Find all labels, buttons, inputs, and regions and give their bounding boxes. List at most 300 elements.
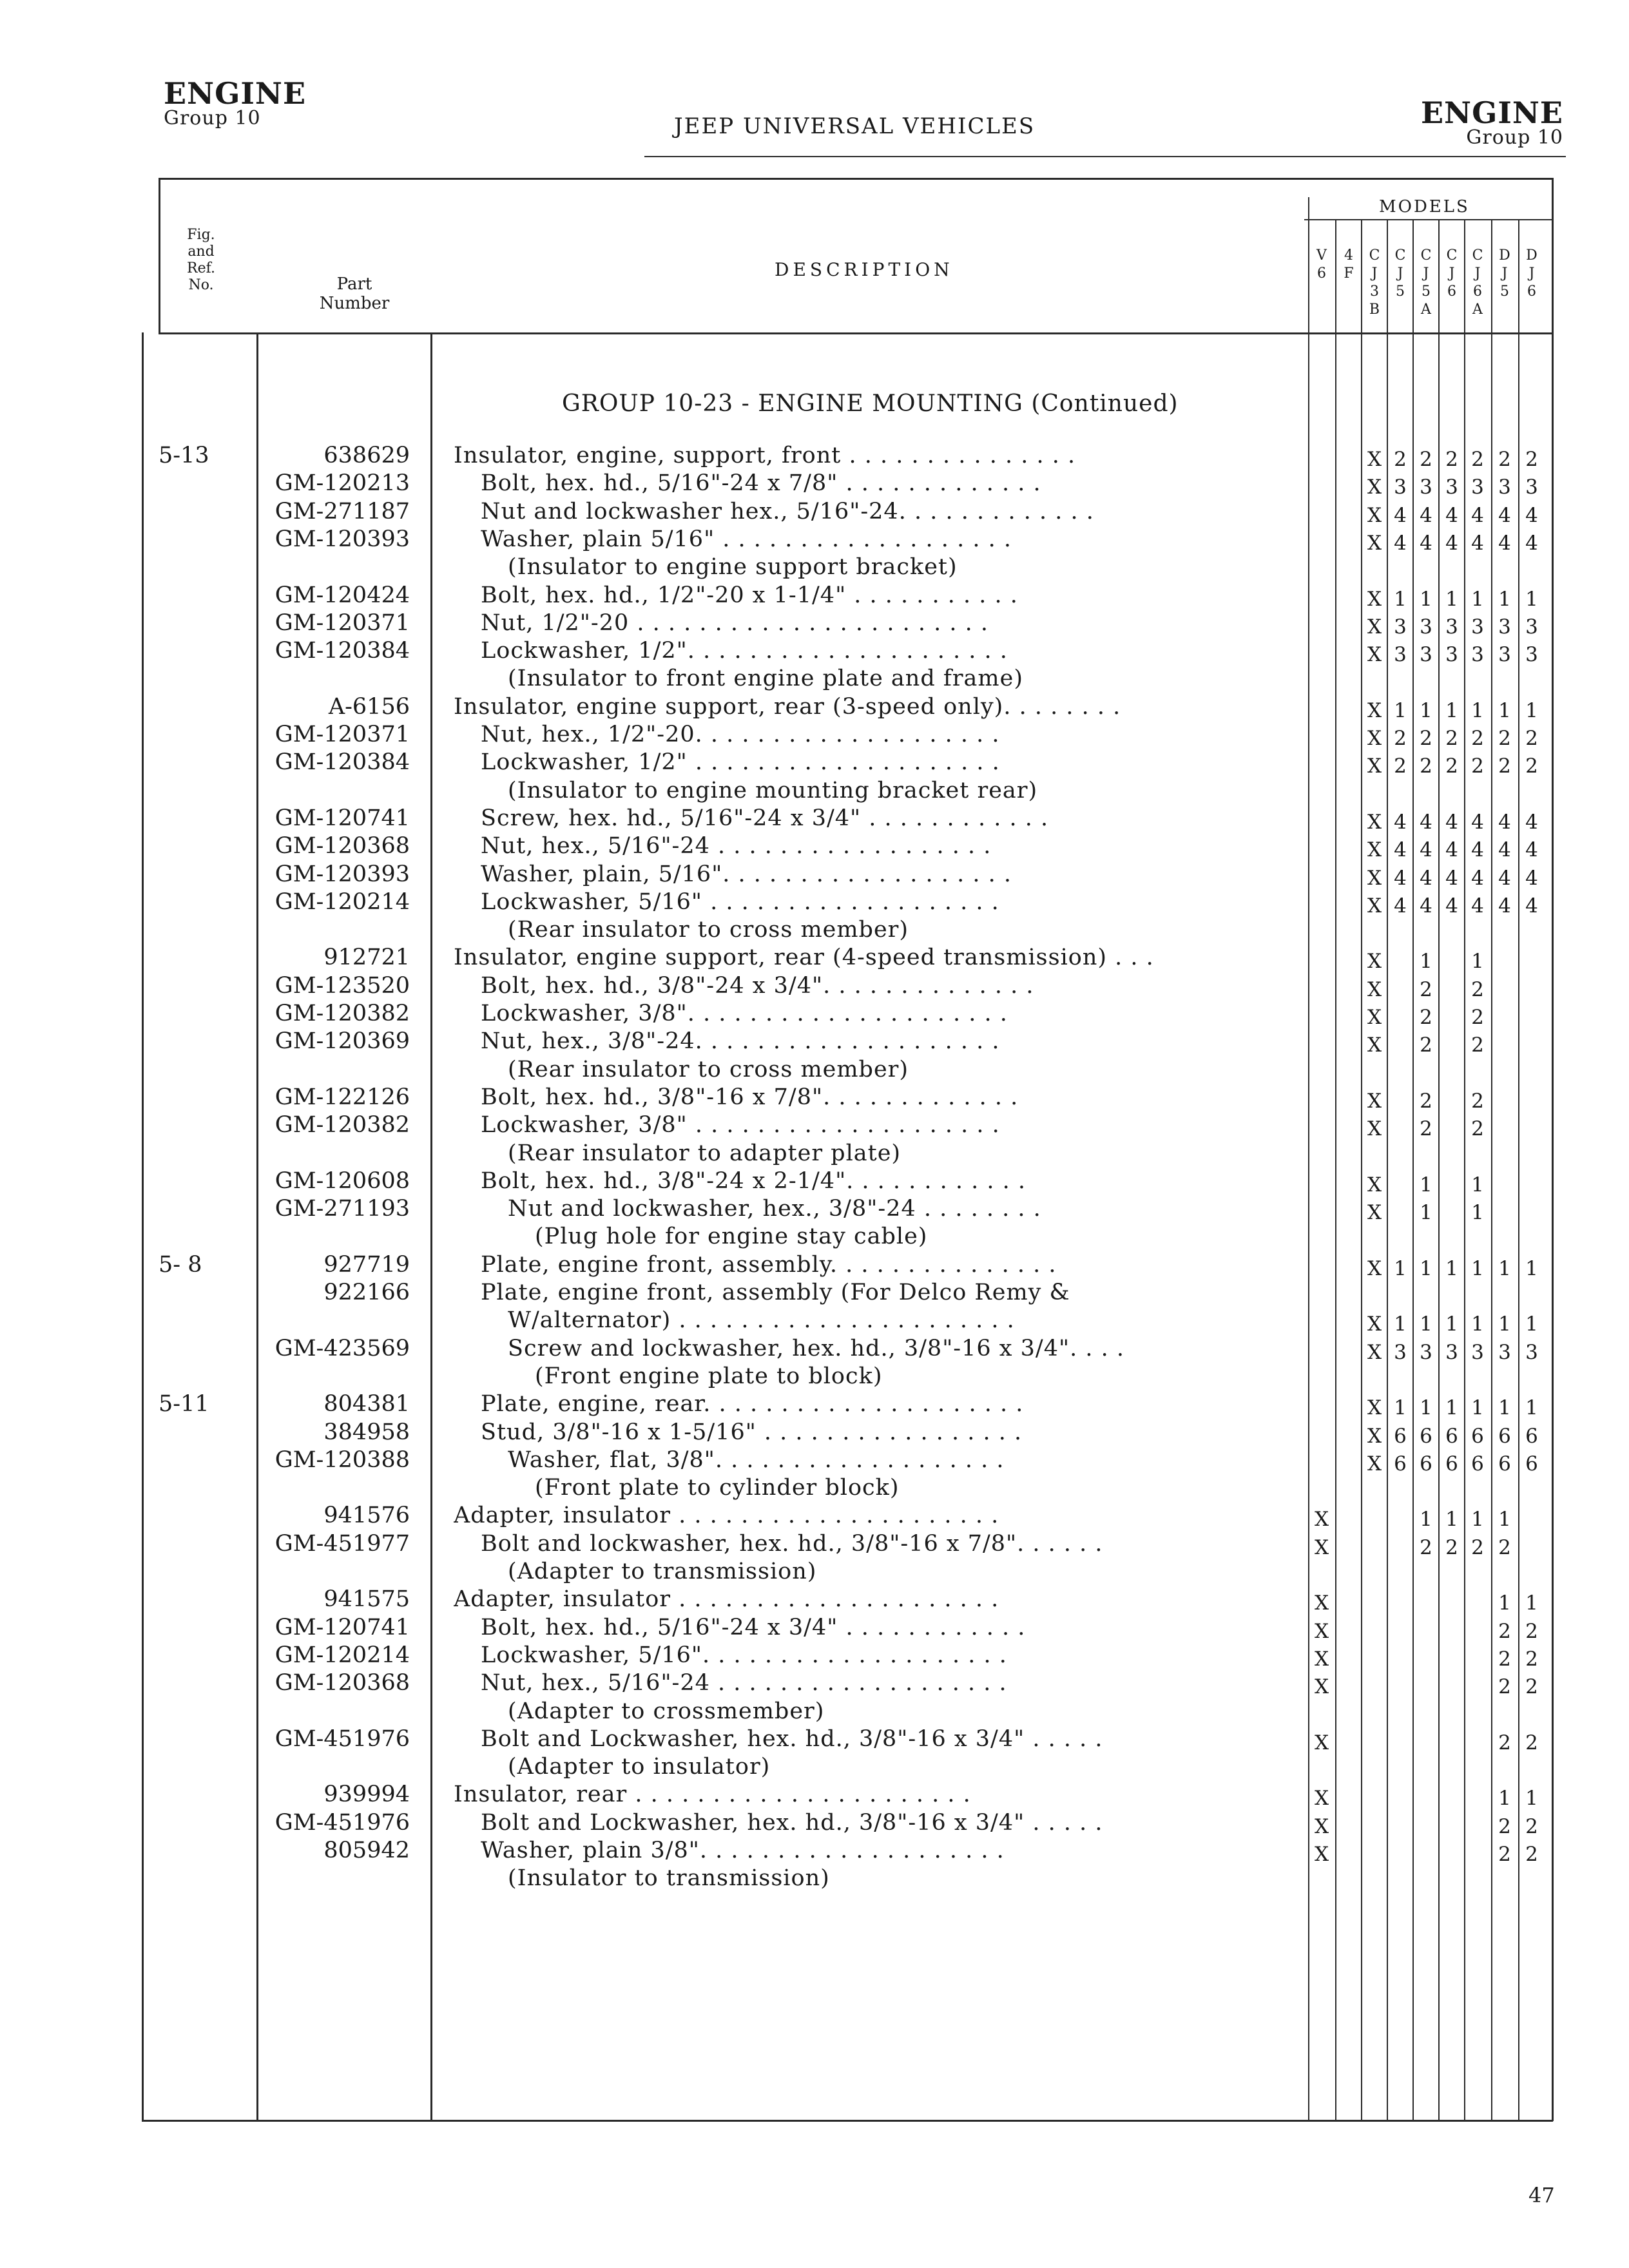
model-quantity: 4: [1420, 531, 1432, 555]
model-quantity: 3: [1498, 643, 1511, 667]
part-description: Stud, 3/8"-16 x 1-5/16" . . . . . . . . . . . . . . . . .: [481, 1419, 1023, 1445]
table-row: [0, 889, 1629, 916]
table-row: [0, 1753, 1629, 1781]
table-row: [0, 1140, 1629, 1168]
model-quantity: 4: [1445, 838, 1458, 862]
model-quantity: 2: [1420, 754, 1432, 778]
description-heading: DESCRIPTION: [775, 259, 954, 280]
model-heading-char: J: [1474, 265, 1481, 282]
model-quantity: 6: [1498, 1424, 1511, 1448]
model-quantity: X: [1367, 1173, 1382, 1196]
model-quantity: 4: [1525, 838, 1538, 862]
model-quantity: 1: [1420, 1396, 1432, 1420]
model-quantity: 6: [1445, 1452, 1458, 1475]
model-quantity: X: [1314, 1675, 1329, 1699]
model-quantity: 3: [1445, 476, 1458, 499]
model-quantity: 2: [1445, 1535, 1458, 1559]
part-number: GM-122126: [275, 1084, 410, 1110]
part-number: A-6156: [328, 693, 410, 720]
model-quantity: X: [1367, 698, 1382, 722]
model-quantity: 2: [1525, 448, 1538, 471]
part-number: 941576: [323, 1503, 410, 1529]
model-quantity: 4: [1525, 866, 1538, 890]
model-quantity: X: [1367, 503, 1382, 527]
table-header-bottom-border: [159, 332, 1553, 334]
model-quantity: X: [1367, 1424, 1382, 1448]
model-quantity: 1: [1525, 1312, 1538, 1336]
model-quantity: X: [1367, 950, 1382, 974]
part-number: 804381: [323, 1391, 410, 1418]
model-heading-char: J: [1528, 265, 1535, 282]
table-row: [0, 526, 1629, 553]
model-quantity: 4: [1445, 810, 1458, 834]
model-quantity: 2: [1471, 1117, 1484, 1141]
part-description: (Adapter to transmission): [508, 1559, 817, 1584]
table-row: [0, 1837, 1629, 1865]
model-heading-char: C: [1446, 247, 1458, 264]
model-quantity: 1: [1498, 1256, 1511, 1280]
model-quantity: 4: [1471, 838, 1484, 862]
model-heading-char: 5: [1422, 284, 1431, 300]
table-row: [0, 1865, 1629, 1892]
model-quantity: X: [1367, 727, 1382, 750]
part-number: GM-120382: [275, 1001, 410, 1026]
model-quantity: 2: [1525, 1843, 1538, 1866]
model-quantity: 1: [1471, 1508, 1484, 1532]
model-quantity: 1: [1420, 1312, 1432, 1336]
model-quantity: 1: [1420, 1256, 1432, 1280]
model-quantity: 2: [1394, 448, 1407, 471]
model-quantity: 4: [1498, 810, 1511, 834]
model-quantity: 4: [1420, 838, 1432, 862]
part-description: Nut, hex., 5/16"-24 . . . . . . . . . . . . . . . . . .: [481, 833, 992, 860]
part-description: Insulator, rear . . . . . . . . . . . . . . . . . . . . . .: [454, 1782, 971, 1808]
model-quantity: 4: [1445, 866, 1458, 890]
model-heading-char: J: [1449, 265, 1455, 282]
model-quantity: 2: [1471, 977, 1484, 1001]
part-description: Insulator, engine, support, front . . . . . . . . . . . . . . .: [454, 443, 1076, 468]
model-quantity: 4: [1498, 894, 1511, 918]
header-rule: [644, 156, 1566, 157]
model-quantity: 2: [1525, 1731, 1538, 1754]
part-description: Bolt and lockwasher, hex. hd., 3/8"-16 x 7/8". . . . . .: [481, 1530, 1103, 1557]
model-heading-char: F: [1344, 265, 1354, 282]
part-description: W/alternator) . . . . . . . . . . . . . . . . . . . . . .: [508, 1307, 1015, 1334]
fig-ref-number: 5- 8: [159, 1251, 202, 1278]
model-heading-char: C: [1472, 247, 1483, 264]
part-description: Nut and lockwasher hex., 5/16"-24. . . . . . . . . . . . .: [481, 498, 1094, 524]
model-heading-char: J: [1397, 265, 1403, 282]
model-quantity: 6: [1394, 1452, 1407, 1475]
model-quantity: 3: [1525, 476, 1538, 499]
model-quantity: 1: [1471, 698, 1484, 722]
model-quantity: 3: [1525, 643, 1538, 667]
table-row: [0, 610, 1629, 637]
table-row: [0, 1279, 1629, 1307]
model-quantity: 2: [1471, 448, 1484, 471]
model-quantity: X: [1367, 1396, 1382, 1420]
table-row: [0, 777, 1629, 805]
part-description: Insulator, engine support, rear (3-speed only). . . . . . . .: [454, 693, 1121, 720]
model-quantity: X: [1367, 1256, 1382, 1280]
model-quantity: 2: [1525, 727, 1538, 750]
model-quantity: 4: [1471, 810, 1484, 834]
table-row: [0, 1530, 1629, 1558]
model-quantity: X: [1367, 1452, 1382, 1475]
table-row: [0, 442, 1629, 470]
model-quantity: 3: [1394, 476, 1407, 499]
table-row: [0, 1028, 1629, 1055]
model-quantity: 3: [1394, 1340, 1407, 1364]
table-row: [0, 972, 1629, 1000]
model-quantity: 1: [1445, 587, 1458, 611]
model-quantity: 2: [1445, 448, 1458, 471]
model-quantity: 1: [1498, 1396, 1511, 1420]
part-number: GM-120388: [275, 1446, 410, 1473]
model-quantity: 4: [1498, 531, 1511, 555]
part-description: Adapter, insulator . . . . . . . . . . . . . . . . . . . . .: [454, 1503, 999, 1529]
model-quantity: 1: [1394, 1312, 1407, 1336]
table-row: [0, 1419, 1629, 1446]
right-section-title: ENGINE: [1420, 95, 1563, 130]
model-heading-char: C: [1369, 247, 1380, 264]
model-quantity: 4: [1525, 894, 1538, 918]
part-description: (Front engine plate to block): [535, 1363, 883, 1389]
part-number: GM-451976: [275, 1725, 410, 1752]
model-quantity: 4: [1445, 531, 1458, 555]
model-heading-char: 6: [1473, 284, 1482, 300]
model-quantity: X: [1314, 1647, 1329, 1671]
part-number: GM-451977: [275, 1530, 410, 1557]
model-quantity: X: [1367, 531, 1382, 555]
model-quantity: X: [1367, 754, 1382, 778]
part-description: (Adapter to crossmember): [508, 1698, 825, 1724]
part-description: Bolt, hex. hd., 5/16"-24 x 7/8" . . . . . . . . . . . . .: [481, 470, 1041, 497]
part-number: 939994: [323, 1782, 410, 1808]
model-quantity: 2: [1498, 1843, 1511, 1866]
model-quantity: 1: [1471, 1173, 1484, 1196]
table-row: [0, 861, 1629, 889]
model-quantity: 2: [1525, 1619, 1538, 1643]
model-quantity: 1: [1394, 1256, 1407, 1280]
model-heading-char: V: [1316, 247, 1327, 264]
publication-title: JEEP UNIVERSAL VEHICLES: [674, 113, 1036, 139]
model-quantity: 1: [1498, 1591, 1511, 1615]
part-description: Bolt and Lockwasher, hex. hd., 3/8"-16 x 3/4" . . . . .: [481, 1725, 1103, 1752]
model-quantity: X: [1367, 894, 1382, 918]
model-quantity: 6: [1420, 1424, 1432, 1448]
model-quantity: 1: [1471, 1396, 1484, 1420]
model-quantity: 2: [1420, 448, 1432, 471]
part-description: Lockwasher, 3/8". . . . . . . . . . . . . . . . . . . . .: [481, 1001, 1008, 1026]
model-quantity: 4: [1445, 894, 1458, 918]
model-quantity: X: [1367, 615, 1382, 639]
model-quantity: 1: [1445, 1256, 1458, 1280]
table-row: [0, 1558, 1629, 1586]
part-description: Washer, plain 3/8". . . . . . . . . . . . . . . . . . . .: [481, 1838, 1005, 1863]
model-quantity: 3: [1394, 615, 1407, 639]
model-quantity: 1: [1498, 1508, 1511, 1532]
table-row: [0, 1642, 1629, 1669]
part-number: GM-120214: [275, 1642, 410, 1668]
part-description: (Plug hole for engine stay cable): [535, 1224, 928, 1250]
model-quantity: 1: [1525, 587, 1538, 611]
model-quantity: 2: [1525, 1675, 1538, 1699]
model-heading-char: C: [1394, 247, 1406, 264]
part-description: Bolt, hex. hd., 5/16"-24 x 3/4" . . . . . . . . . . . .: [481, 1614, 1026, 1640]
model-quantity: 1: [1445, 1508, 1458, 1532]
model-quantity: 2: [1420, 1033, 1432, 1057]
part-number: 384958: [323, 1419, 410, 1445]
model-quantity: 2: [1471, 754, 1484, 778]
models-heading-rule: [1304, 219, 1553, 220]
part-description: Bolt and Lockwasher, hex. hd., 3/8"-16 x 3/4" . . . . .: [481, 1809, 1103, 1836]
model-quantity: 1: [1498, 698, 1511, 722]
model-quantity: 6: [1525, 1452, 1538, 1475]
part-description: (Insulator to front engine plate and frame): [508, 666, 1023, 692]
table-row: [0, 1669, 1629, 1697]
model-heading-char: C: [1420, 247, 1432, 264]
part-number: 941575: [323, 1586, 410, 1613]
part-number-heading: Part Number: [319, 274, 390, 313]
model-quantity: 4: [1498, 838, 1511, 862]
model-quantity: X: [1314, 1508, 1329, 1532]
model-quantity: 4: [1394, 894, 1407, 918]
part-number: GM-120371: [275, 610, 410, 636]
model-quantity: 1: [1445, 698, 1458, 722]
model-quantity: 1: [1471, 1201, 1484, 1225]
part-number: 912721: [323, 945, 410, 971]
model-quantity: 2: [1420, 977, 1432, 1001]
model-quantity: X: [1314, 1535, 1329, 1559]
part-description: Washer, flat, 3/8". . . . . . . . . . . . . . . . . . .: [508, 1446, 1005, 1473]
part-description: (Front plate to cylinder block): [535, 1475, 900, 1501]
model-quantity: X: [1367, 1033, 1382, 1057]
model-quantity: 4: [1420, 503, 1432, 527]
part-number: GM-120393: [275, 861, 410, 887]
model-quantity: 6: [1420, 1452, 1432, 1475]
model-quantity: X: [1367, 1340, 1382, 1364]
table-left-border: [159, 178, 160, 332]
table-row: [0, 665, 1629, 693]
part-number: 638629: [323, 443, 410, 468]
table-row: [0, 693, 1629, 721]
model-quantity: 2: [1498, 754, 1511, 778]
part-description: Bolt, hex. hd., 3/8"-16 x 7/8". . . . . . . . . . . . .: [481, 1084, 1019, 1110]
model-quantity: 3: [1498, 615, 1511, 639]
part-number: GM-120213: [275, 470, 410, 497]
model-quantity: X: [1367, 1117, 1382, 1141]
model-quantity: 2: [1498, 1814, 1511, 1838]
table-bottom-border: [142, 2120, 1553, 2122]
table-row: [0, 582, 1629, 610]
part-number: GM-120369: [275, 1028, 410, 1055]
table-row: [0, 1781, 1629, 1809]
part-description: Nut, hex., 5/16"-24 . . . . . . . . . . . . . . . . . . .: [481, 1670, 1007, 1696]
part-description: Lockwasher, 1/2" . . . . . . . . . . . . . . . . . . . .: [481, 749, 1000, 776]
model-quantity: 3: [1445, 1340, 1458, 1364]
table-row: [0, 1363, 1629, 1390]
model-heading-char: A: [1472, 302, 1483, 318]
model-quantity: 1: [1498, 1787, 1511, 1811]
model-quantity: 4: [1394, 838, 1407, 862]
model-quantity: 6: [1498, 1452, 1511, 1475]
model-quantity: 2: [1420, 1535, 1432, 1559]
model-quantity: X: [1314, 1619, 1329, 1643]
part-number: 922166: [323, 1280, 410, 1305]
model-quantity: 2: [1498, 1619, 1511, 1643]
model-quantity: 1: [1394, 698, 1407, 722]
model-quantity: 3: [1445, 643, 1458, 667]
model-quantity: 2: [1420, 1006, 1432, 1029]
model-quantity: X: [1367, 866, 1382, 890]
table-row: [0, 749, 1629, 776]
table-row: [0, 1251, 1629, 1279]
table-row: [0, 944, 1629, 972]
part-description: Lockwasher, 5/16" . . . . . . . . . . . . . . . . . . .: [481, 889, 999, 915]
model-quantity: X: [1367, 810, 1382, 834]
part-description: (Insulator to engine support bracket): [508, 554, 958, 581]
model-heading-char: J: [1423, 265, 1429, 282]
model-quantity: 4: [1525, 503, 1538, 527]
model-quantity: 4: [1394, 866, 1407, 890]
part-description: Bolt, hex. hd., 3/8"-24 x 2-1/4". . . . . . . . . . . .: [481, 1168, 1027, 1194]
model-heading-char: J: [1501, 265, 1508, 282]
right-group-label: Group 10: [1466, 126, 1563, 149]
part-description: Plate, engine front, assembly (For Delco Remy &: [481, 1280, 1070, 1305]
table-row: [0, 1223, 1629, 1251]
table-row: [0, 1307, 1629, 1334]
part-number: GM-120384: [275, 749, 410, 776]
model-heading-char: 6: [1447, 284, 1456, 300]
model-quantity: 2: [1445, 754, 1458, 778]
table-row: [0, 1195, 1629, 1223]
model-quantity: 3: [1420, 643, 1432, 667]
part-number: GM-120368: [275, 833, 410, 860]
part-description: Nut and lockwasher, hex., 3/8"-24 . . . . . . . .: [508, 1196, 1041, 1222]
part-number: GM-271193: [275, 1196, 410, 1222]
table-row: [0, 1390, 1629, 1418]
model-quantity: 6: [1445, 1424, 1458, 1448]
model-quantity: 2: [1445, 727, 1458, 750]
part-description: Lockwasher, 3/8" . . . . . . . . . . . . . . . . . . . .: [481, 1112, 1000, 1139]
model-quantity: 3: [1525, 615, 1538, 639]
model-quantity: 3: [1471, 643, 1484, 667]
model-quantity: 4: [1525, 810, 1538, 834]
table-row: [0, 1502, 1629, 1530]
model-heading-char: 3: [1370, 284, 1379, 300]
model-quantity: 2: [1471, 1006, 1484, 1029]
table-top-border: [159, 178, 1553, 180]
part-description: Lockwasher, 1/2". . . . . . . . . . . . . . . . . . . . .: [481, 638, 1008, 664]
table-row: [0, 1111, 1629, 1139]
model-quantity: 6: [1471, 1452, 1484, 1475]
model-quantity: X: [1314, 1843, 1329, 1866]
model-quantity: 1: [1525, 1591, 1538, 1615]
part-number: GM-451976: [275, 1809, 410, 1836]
model-heading-char: B: [1369, 302, 1380, 318]
model-quantity: X: [1367, 476, 1382, 499]
model-quantity: 1: [1471, 950, 1484, 974]
table-row: [0, 1586, 1629, 1613]
model-quantity: 1: [1445, 1396, 1458, 1420]
fig-ref-heading: Fig. and Ref. No.: [187, 227, 215, 293]
table-row: [0, 1725, 1629, 1753]
model-quantity: 1: [1471, 1312, 1484, 1336]
model-quantity: 3: [1498, 1340, 1511, 1364]
model-quantity: X: [1367, 1089, 1382, 1113]
model-quantity: 1: [1498, 587, 1511, 611]
model-quantity: 2: [1420, 1089, 1432, 1113]
model-quantity: 3: [1498, 476, 1511, 499]
table-row: [0, 1809, 1629, 1837]
model-heading-char: 6: [1317, 265, 1326, 282]
model-heading-char: 6: [1527, 284, 1536, 300]
model-quantity: X: [1367, 1312, 1382, 1336]
model-quantity: X: [1314, 1787, 1329, 1811]
model-quantity: 4: [1471, 866, 1484, 890]
model-quantity: 4: [1394, 810, 1407, 834]
model-quantity: 1: [1525, 1396, 1538, 1420]
model-quantity: X: [1314, 1591, 1329, 1615]
model-quantity: 1: [1420, 698, 1432, 722]
part-description: Nut, hex., 1/2"-20. . . . . . . . . . . . . . . . . . . .: [481, 722, 1000, 747]
part-description: (Insulator to engine mounting bracket rear): [508, 777, 1038, 803]
model-quantity: X: [1314, 1731, 1329, 1754]
model-quantity: X: [1367, 838, 1382, 862]
model-quantity: 3: [1420, 476, 1432, 499]
model-quantity: X: [1367, 643, 1382, 667]
model-quantity: 2: [1471, 1033, 1484, 1057]
part-description: Nut, hex., 3/8"-24. . . . . . . . . . . . . . . . . . . .: [481, 1028, 1000, 1055]
part-description: Plate, engine front, assembly. . . . . . . . . . . . . . .: [481, 1251, 1057, 1278]
model-quantity: 4: [1420, 894, 1432, 918]
model-quantity: 6: [1394, 1424, 1407, 1448]
part-number: GM-120382: [275, 1112, 410, 1139]
table-row: [0, 832, 1629, 860]
part-description: Bolt, hex. hd., 1/2"-20 x 1-1/4" . . . . . . . . . . .: [481, 582, 1018, 608]
model-quantity: X: [1367, 977, 1382, 1001]
model-quantity: 6: [1471, 1424, 1484, 1448]
model-quantity: 2: [1498, 1731, 1511, 1754]
part-description: Washer, plain, 5/16". . . . . . . . . . . . . . . . . . .: [481, 861, 1012, 887]
part-description: (Rear insulator to cross member): [508, 917, 909, 943]
model-quantity: 4: [1498, 866, 1511, 890]
model-quantity: 3: [1471, 476, 1484, 499]
model-quantity: 1: [1420, 587, 1432, 611]
model-quantity: 1: [1525, 1256, 1538, 1280]
model-quantity: 4: [1471, 531, 1484, 555]
part-description: Washer, plain 5/16" . . . . . . . . . . . . . . . . . . .: [481, 526, 1012, 552]
model-quantity: 3: [1471, 615, 1484, 639]
model-quantity: X: [1314, 1814, 1329, 1838]
part-number: GM-120371: [275, 722, 410, 747]
model-quantity: 2: [1525, 754, 1538, 778]
model-quantity: 1: [1525, 1787, 1538, 1811]
part-number: GM-120741: [275, 1614, 410, 1640]
model-quantity: 2: [1420, 1117, 1432, 1141]
model-quantity: 3: [1445, 615, 1458, 639]
model-quantity: 4: [1471, 894, 1484, 918]
part-number: GM-120741: [275, 805, 410, 831]
model-heading-char: A: [1421, 302, 1431, 318]
model-quantity: 3: [1394, 643, 1407, 667]
model-quantity: 4: [1394, 531, 1407, 555]
part-description: Lockwasher, 5/16". . . . . . . . . . . . . . . . . . . .: [481, 1642, 1007, 1668]
model-quantity: 2: [1498, 1647, 1511, 1671]
model-quantity: 1: [1471, 1256, 1484, 1280]
table-row: [0, 1056, 1629, 1084]
